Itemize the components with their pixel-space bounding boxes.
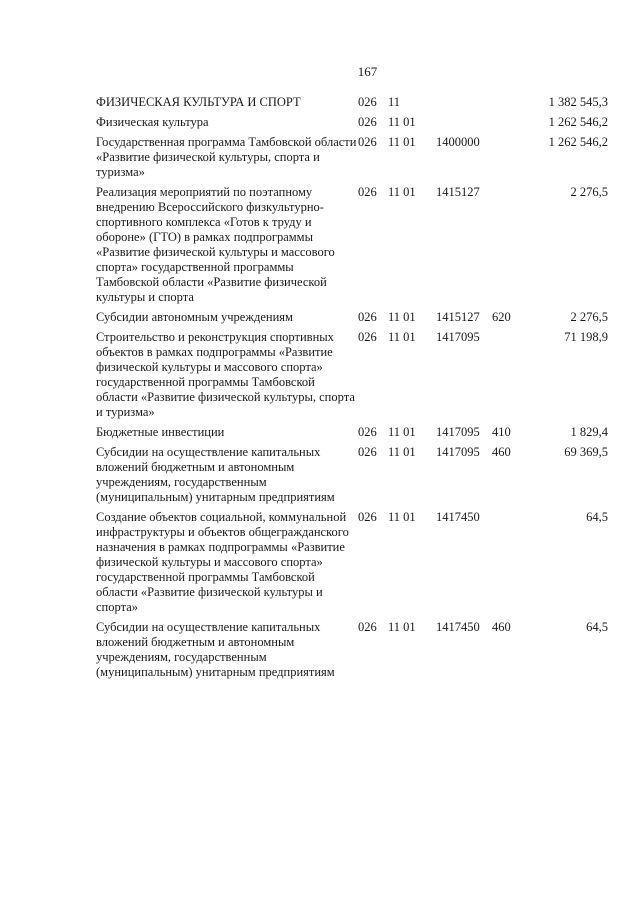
row-target-code: 1417450 xyxy=(436,620,480,634)
row-ministry-code: 026 xyxy=(358,425,377,439)
row-expense-type: 620 xyxy=(492,310,511,324)
row-name: Субсидии автономным учреждениям xyxy=(96,310,293,324)
table-row xyxy=(96,310,608,330)
row-target-code: 1415127 xyxy=(436,185,480,199)
row-expense-type: 410 xyxy=(492,425,511,439)
row-target-code: 1415127 xyxy=(436,310,480,324)
row-amount: 69 369,5 xyxy=(564,445,608,459)
budget-table xyxy=(96,95,608,685)
row-amount: 1 262 546,2 xyxy=(548,115,608,129)
row-name: Субсидии на осуществление капитальных вложений бюджетным и автономным учреждениям, государственным (муниципальным) унитарным предприятиям xyxy=(96,445,335,504)
row-ministry-code: 026 xyxy=(358,445,377,459)
row-section-code: 11 01 xyxy=(388,425,416,439)
row-name: Субсидии на осуществление капитальных вложений бюджетным и автономным учреждениям, государственным (муниципальным) унитарным предприятиям xyxy=(96,620,335,679)
row-amount: 64,5 xyxy=(586,620,608,634)
row-amount: 2 276,5 xyxy=(570,185,608,199)
row-name: Строительство и реконструкция спортивных объектов в рамках подпрограммы «Развитие физической культуры и массового спорта» государственной программы Тамбовской области «Развитие физической культуры, спорта и туризма» xyxy=(96,330,355,419)
row-expense-type xyxy=(492,95,528,115)
row-section-code: 11 01 xyxy=(388,310,416,324)
row-target-code: 1417095 xyxy=(436,425,480,439)
table-row xyxy=(96,185,608,310)
row-name: ФИЗИЧЕСКАЯ КУЛЬТУРА И СПОРТ xyxy=(96,95,301,109)
row-name: Физическая культура xyxy=(96,115,209,129)
row-amount: 2 276,5 xyxy=(570,310,608,324)
row-name: Создание объектов социальной, коммунальной инфраструктуры и объектов общегражданского назначения в рамках подпрограммы «Развитие физической культуры и массового спорта» государственной программы Тамбовской области «Развитие физической культуры и спорта» xyxy=(96,510,349,614)
row-name: Бюджетные инвестиции xyxy=(96,425,225,439)
row-amount: 71 198,9 xyxy=(564,330,608,344)
row-section-code: 11 01 xyxy=(388,510,416,524)
row-amount: 1 262 546,2 xyxy=(548,135,608,149)
row-section-code: 11 01 xyxy=(388,135,416,149)
row-target-code xyxy=(436,95,492,115)
row-ministry-code: 026 xyxy=(358,310,377,324)
row-target-code: 1417450 xyxy=(436,510,480,524)
table-row xyxy=(96,115,608,135)
row-name: Реализация мероприятий по поэтапному внедрению Всероссийского физкультурно-спортивного комплекса «Готов к труду и обороне» (ГТО) в рамках подпрограммы «Развитие физической культуры и массового спорта» государственной программы Тамбовской области «Развитие физической культуры и спорта xyxy=(96,185,335,304)
row-ministry-code: 026 xyxy=(358,330,377,344)
row-target-code: 1400000 xyxy=(436,135,480,149)
row-ministry-code: 026 xyxy=(358,510,377,524)
row-target-code xyxy=(436,115,492,135)
row-amount: 1 829,4 xyxy=(570,425,608,439)
row-ministry-code: 026 xyxy=(358,115,377,129)
row-section-code: 11 01 xyxy=(388,620,416,634)
row-section-code: 11 01 xyxy=(388,445,416,459)
table-row xyxy=(96,510,608,620)
row-section-code: 11 01 xyxy=(388,330,416,344)
row-expense-type: 460 xyxy=(492,620,511,634)
row-ministry-code: 026 xyxy=(358,185,377,199)
table-row xyxy=(96,620,608,685)
row-expense-type xyxy=(492,330,528,425)
table-row xyxy=(96,425,608,445)
row-expense-type xyxy=(492,135,528,185)
row-section-code: 11 01 xyxy=(388,185,416,199)
row-amount: 64,5 xyxy=(586,510,608,524)
row-expense-type: 460 xyxy=(492,445,511,459)
row-name: Государственная программа Тамбовской области «Развитие физической культуры, спорта и туризма» xyxy=(96,135,357,179)
table-row xyxy=(96,330,608,425)
page-number: 167 xyxy=(357,64,378,79)
row-target-code: 1417095 xyxy=(436,330,480,344)
table-row xyxy=(96,445,608,510)
row-ministry-code: 026 xyxy=(358,135,377,149)
row-expense-type xyxy=(492,510,528,620)
row-amount: 1 382 545,3 xyxy=(548,95,608,109)
table-row xyxy=(96,135,608,185)
row-expense-type xyxy=(492,185,528,310)
row-expense-type xyxy=(492,115,528,135)
row-ministry-code: 026 xyxy=(358,95,377,109)
row-target-code: 1417095 xyxy=(436,445,480,459)
row-section-code: 11 01 xyxy=(388,115,416,129)
row-ministry-code: 026 xyxy=(358,620,377,634)
row-section-code: 11 xyxy=(388,95,401,109)
table-row xyxy=(96,95,608,115)
